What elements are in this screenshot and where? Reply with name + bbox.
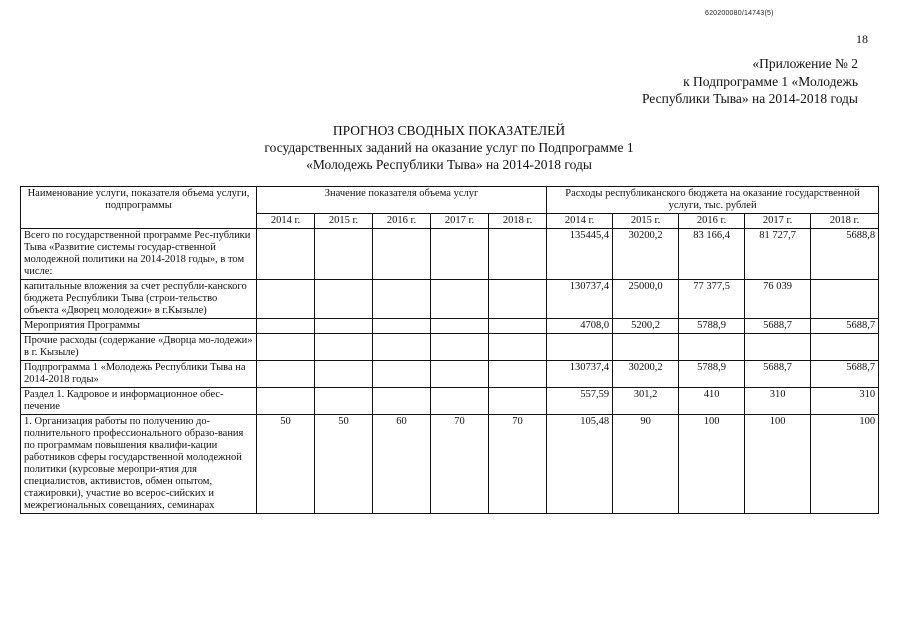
table-row <box>21 415 879 514</box>
volume-cell <box>489 319 547 334</box>
volume-cell <box>431 229 489 280</box>
appendix-line: «Приложение № 2 <box>752 56 858 71</box>
expense-cell: 81 727,7 <box>745 229 811 280</box>
volume-cell: 50 <box>315 415 373 514</box>
expense-cell: 83 166,4 <box>679 229 745 280</box>
expense-cell: 5688,7 <box>745 361 811 388</box>
volume-cell: 70 <box>489 415 547 514</box>
volume-cell <box>315 319 373 334</box>
page-number: 18 <box>856 32 868 46</box>
volume-cell <box>431 334 489 361</box>
volume-cell <box>373 388 431 415</box>
row-name: капитальные вложения за счет республи-канского бюджета Республики Тыва (строи-тельство объекта «Дворец молодежи» в г.Кызыле) <box>21 280 257 319</box>
expense-cell: 135445,4 <box>547 229 613 280</box>
expense-cell: 130737,4 <box>547 280 613 319</box>
volume-cell <box>315 334 373 361</box>
year-header: 2017 г. <box>431 214 489 229</box>
expense-cell: 25000,0 <box>613 280 679 319</box>
table-row <box>21 388 879 415</box>
expense-cell: 30200,2 <box>613 229 679 280</box>
volume-cell <box>315 388 373 415</box>
row-name: Подпрограмма 1 «Молодежь Республики Тыва на 2014-2018 годы» <box>21 361 257 388</box>
year-header: 2015 г. <box>613 214 679 229</box>
expense-cell: 4708,0 <box>547 319 613 334</box>
header-volume: Значение показателя объема услуг <box>257 187 547 214</box>
expense-cell: 301,2 <box>613 388 679 415</box>
expense-cell: 5688,7 <box>811 319 879 334</box>
header-expenses: Расходы республиканского бюджета на оказание государственной услуги, тыс. рублей <box>547 187 879 214</box>
table-header-row <box>21 187 879 214</box>
expense-cell: 76 039 <box>745 280 811 319</box>
row-name: Раздел 1. Кадровое и информационное обес-печение <box>21 388 257 415</box>
year-header: 2015 г. <box>315 214 373 229</box>
volume-cell <box>373 334 431 361</box>
volume-cell: 70 <box>431 415 489 514</box>
year-header: 2018 г. <box>489 214 547 229</box>
indicators-table <box>20 186 879 514</box>
row-name: Прочие расходы (содержание «Дворца мо-лодежи» в г. Кызыле) <box>21 334 257 361</box>
expense-cell <box>613 334 679 361</box>
volume-cell <box>431 280 489 319</box>
year-header: 2017 г. <box>745 214 811 229</box>
title-line: «Молодежь Республики Тыва» на 2014-2018 годы <box>306 157 592 172</box>
expense-cell <box>745 334 811 361</box>
title-line: государственных заданий на оказание услуг по Подпрограмме 1 <box>264 140 634 155</box>
expense-cell: 90 <box>613 415 679 514</box>
volume-cell <box>373 280 431 319</box>
year-header: 2014 г. <box>547 214 613 229</box>
expense-cell: 5788,9 <box>679 361 745 388</box>
expense-cell <box>547 334 613 361</box>
document-title <box>20 122 878 173</box>
title-line: ПРОГНОЗ СВОДНЫХ ПОКАЗАТЕЛЕЙ <box>332 123 566 138</box>
table-row <box>21 361 879 388</box>
expense-cell: 77 377,5 <box>679 280 745 319</box>
expense-cell: 310 <box>811 388 879 415</box>
expense-cell: 5688,8 <box>811 229 879 280</box>
expense-cell: 310 <box>745 388 811 415</box>
volume-cell <box>257 229 315 280</box>
expense-cell <box>679 334 745 361</box>
table-body <box>21 229 879 514</box>
volume-cell <box>431 361 489 388</box>
volume-cell <box>373 319 431 334</box>
expense-cell: 410 <box>679 388 745 415</box>
volume-cell <box>257 280 315 319</box>
volume-cell <box>431 388 489 415</box>
expense-cell: 5788,9 <box>679 319 745 334</box>
volume-cell <box>315 280 373 319</box>
expense-cell: 30200,2 <box>613 361 679 388</box>
appendix-line: Республики Тыва» на 2014-2018 годы <box>641 91 858 106</box>
volume-cell <box>257 334 315 361</box>
volume-cell: 60 <box>373 415 431 514</box>
volume-cell <box>489 229 547 280</box>
appendix-header <box>642 55 858 108</box>
expense-cell: 130737,4 <box>547 361 613 388</box>
row-name: Всего по государственной программе Рес-публики Тыва «Развитие системы государ-ственной молодежной политики на 2014-2018 годы», в том числе: <box>21 229 257 280</box>
appendix-line: к Подпрограмме 1 «Молодежь <box>683 73 858 89</box>
year-header: 2016 г. <box>373 214 431 229</box>
table-row <box>21 334 879 361</box>
year-header: 2018 г. <box>811 214 879 229</box>
volume-cell <box>373 229 431 280</box>
volume-cell <box>257 319 315 334</box>
table-row <box>21 229 879 280</box>
volume-cell <box>315 361 373 388</box>
volume-cell <box>489 334 547 361</box>
table-row <box>21 319 879 334</box>
header-name: Наименование услуги, показателя объема услуги, подпрограммы <box>21 187 257 229</box>
expense-cell: 5688,7 <box>811 361 879 388</box>
year-header: 2016 г. <box>679 214 745 229</box>
expense-cell: 557,59 <box>547 388 613 415</box>
expense-cell: 105,48 <box>547 415 613 514</box>
volume-cell <box>489 361 547 388</box>
table-row <box>21 280 879 319</box>
volume-cell <box>489 388 547 415</box>
expense-cell: 100 <box>811 415 879 514</box>
volume-cell <box>257 361 315 388</box>
row-name: 1. Организация работы по получению до-полнительного профессионального образо-вания по программам повышения квалифи-кации работников сферы государственной молодежной политики (курсовые меропри-ятия для специалистов, активистов, обмен опытом, стажировки), участие во всерос-сийских и межрегиональных совещаниях, семинарах <box>21 415 257 514</box>
expense-cell: 100 <box>745 415 811 514</box>
row-name: Мероприятия Программы <box>21 319 257 334</box>
expense-cell: 5200,2 <box>613 319 679 334</box>
expense-cell <box>811 280 879 319</box>
volume-cell <box>373 361 431 388</box>
volume-cell <box>489 280 547 319</box>
expense-cell: 5688,7 <box>745 319 811 334</box>
volume-cell: 50 <box>257 415 315 514</box>
volume-cell <box>431 319 489 334</box>
document-id: 620200080/14743(5) <box>705 10 774 17</box>
expense-cell <box>811 334 879 361</box>
expense-cell: 100 <box>679 415 745 514</box>
volume-cell <box>315 229 373 280</box>
year-header: 2014 г. <box>257 214 315 229</box>
volume-cell <box>257 388 315 415</box>
